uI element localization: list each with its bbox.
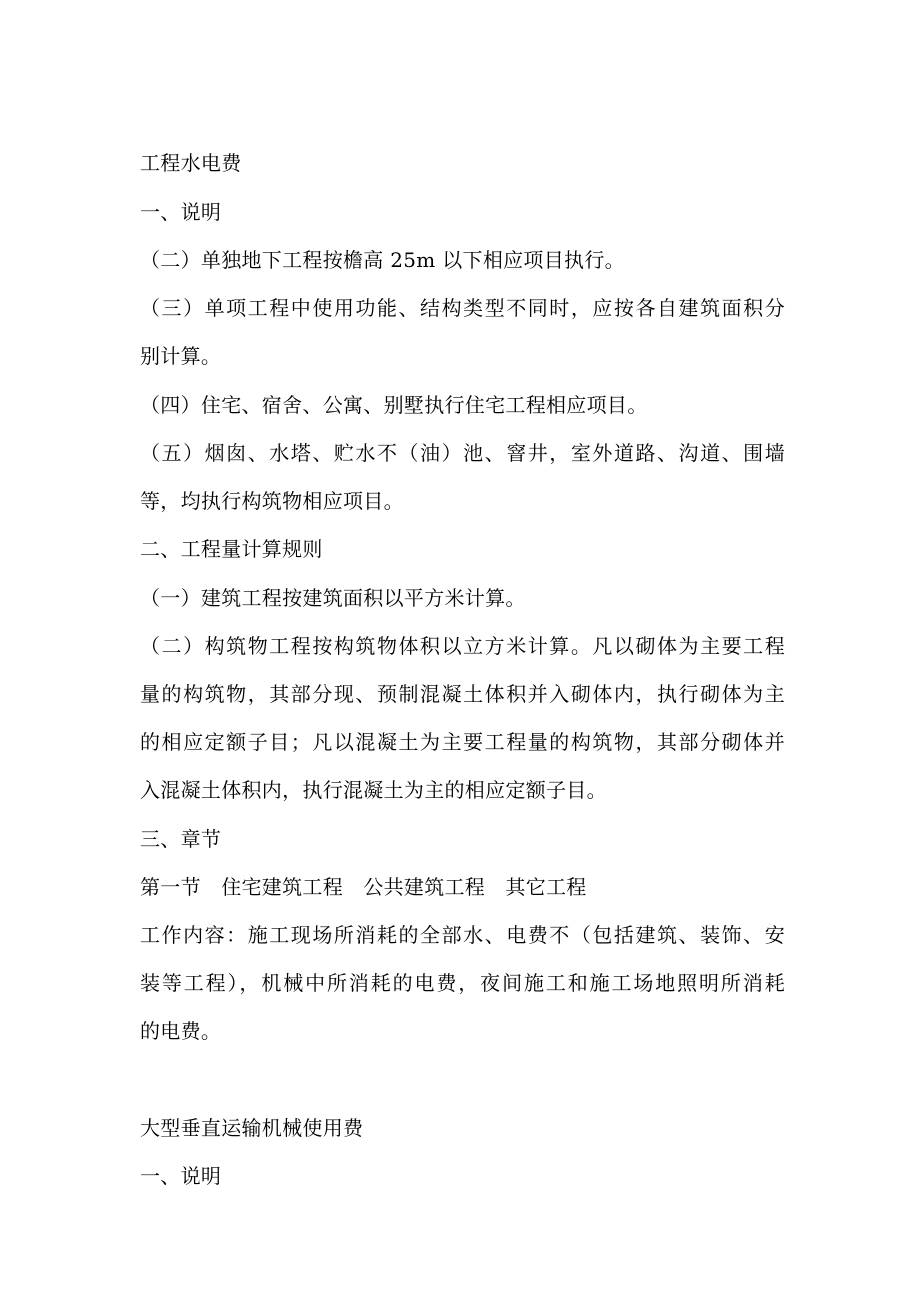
paragraph-line: 的相应定额子目；凡以混凝土为主要工程量的构筑物，其部分砌体并	[140, 730, 785, 754]
work-content-line: 的电费。	[140, 1019, 222, 1043]
chapter-line: 第一节 住宅建筑工程 公共建筑工程 其它工程	[140, 875, 587, 899]
paragraph-line: 量的构筑物，其部分现、预制混凝土体积并入砌体内，执行砌体为主	[140, 682, 785, 706]
work-content-line: 工作内容：施工现场所消耗的全部水、电费不（包括建筑、装饰、安	[140, 923, 785, 947]
section-title: 大型垂直运输机械使用费	[140, 1116, 364, 1140]
paragraph-line: 入混凝土体积内，执行混凝土为主的相应定额子目。	[140, 778, 607, 802]
heading-calculation-rules: 二、工程量计算规则	[140, 537, 323, 561]
paragraph-line: （二）构筑物工程按构筑物体积以立方米计算。凡以砌体为主要工程	[140, 634, 785, 658]
paragraph-line: （一）建筑工程按建筑面积以平方米计算。	[140, 586, 526, 610]
paragraph-line: （四）住宅、宿舍、公寓、别墅执行住宅工程相应项目。	[140, 393, 648, 417]
paragraph-line: 等，均执行构筑物相应项目。	[140, 489, 404, 513]
paragraph-line: （二）单独地下工程按檐高 25m 以下相应项目执行。	[140, 248, 625, 272]
section-title: 工程水电费	[140, 151, 242, 175]
paragraph-line: （三）单项工程中使用功能、结构类型不同时，应按各自建筑面积分	[140, 296, 785, 320]
paragraph-line: 别计算。	[140, 344, 222, 368]
paragraph-line: （五）烟囱、水塔、贮水不（油）池、窨井，室外道路、沟道、围墙	[140, 441, 785, 465]
work-content-line: 装等工程），机械中所消耗的电费，夜间施工和施工场地照明所消耗	[140, 971, 785, 995]
heading-explanation: 一、说明	[140, 1164, 222, 1188]
heading-chapters: 三、章节	[140, 827, 222, 851]
heading-explanation: 一、说明	[140, 200, 222, 224]
